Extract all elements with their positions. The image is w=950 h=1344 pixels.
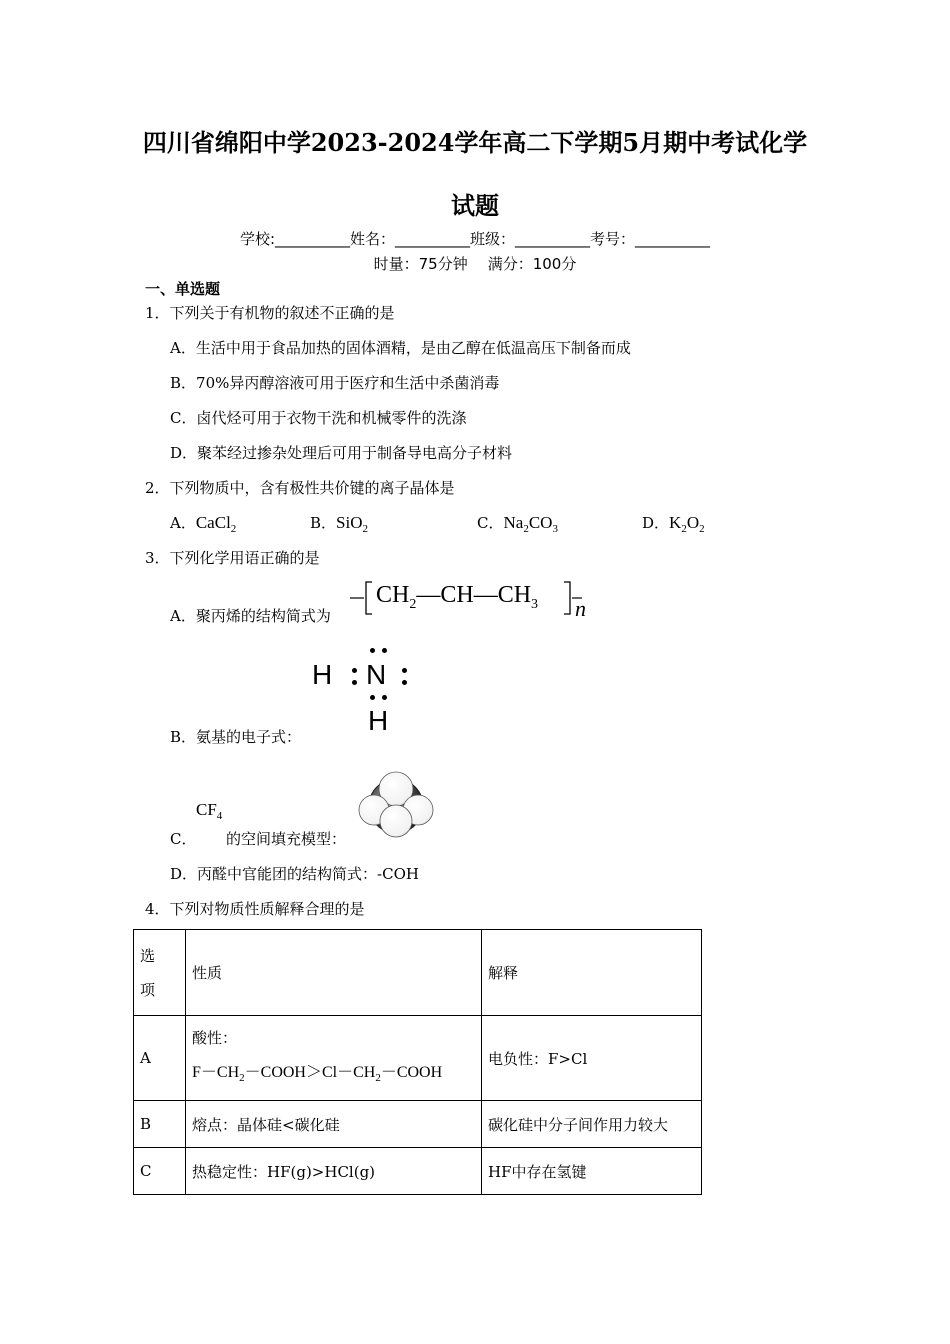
cf4-space-filling-model — [355, 770, 437, 838]
header-explanation-cell: 解释 — [482, 930, 702, 1016]
row-c-property: 热稳定性：HF(g)>HCl(g) — [186, 1148, 482, 1195]
q3-stem: 3．下列化学用语正确的是 — [145, 549, 320, 567]
q2-formula-a: CaCl$_2$ — [195, 513, 237, 535]
q2-letter-b: B． — [310, 514, 337, 532]
q2-option-b — [310, 512, 368, 535]
table-row — [134, 1016, 702, 1101]
amino-lewis-structure — [312, 643, 422, 743]
q3-option-c-text: 的空间填充模型： — [226, 830, 347, 848]
q3-option-b-text: B．氨基的电子式： — [170, 728, 302, 746]
polymer-repeat-unit: $CH_2—CH—CH_3$ — [376, 582, 539, 612]
id-field: 考号：__________ — [590, 230, 711, 248]
row-a-property: 酸性： $F-CH_2-COOH>Cl-CH_2-COOH$ — [186, 1016, 482, 1101]
q2-option-c — [477, 512, 558, 535]
q2-stem: 2．下列物质中，含有极性共价键的离子晶体是 — [145, 479, 455, 497]
q2-formula-d: $K_2O_2$ — [669, 513, 705, 535]
q3-option-d: D．丙醛中官能团的结构简式：-COH — [170, 865, 419, 883]
q1-stem: 1．下列关于有机物的叙述不正确的是 — [145, 304, 395, 322]
q1-option-b: B．70%异丙醇溶液可用于医疗和生活中杀菌消毒 — [170, 374, 500, 392]
table-row — [134, 1101, 702, 1148]
table-header-row — [134, 930, 702, 1016]
page-title-line1: 四川省绵阳中学2023-2024学年高二下学期5月期中考试化学 — [142, 128, 808, 157]
cf4-formula: $CF_4$ — [196, 800, 223, 822]
electron-dot — [382, 648, 387, 653]
acidity-formula: $F-CH_2-COOH>Cl-CH_2-COOH$ — [192, 1064, 443, 1084]
row-c-explanation: HF中存在氢键 — [482, 1148, 702, 1195]
row-b-option: B — [134, 1101, 186, 1148]
row-a-option: A — [134, 1016, 186, 1101]
row-a-explanation: 电负性：F>Cl — [482, 1016, 702, 1101]
row-b-property: 熔点：晶体硅<碳化硅 — [186, 1101, 482, 1148]
q2-option-d — [642, 512, 705, 535]
q2-letter-d: D． — [642, 514, 670, 532]
page-title-line2: 试题 — [451, 191, 499, 220]
electron-dot — [352, 680, 357, 685]
name-field: 姓名：__________ — [350, 230, 471, 248]
electron-dot — [402, 680, 407, 685]
header-property-cell: 性质 — [186, 930, 482, 1016]
lewis-h-bottom: H — [368, 705, 389, 736]
q3-option-c-letter: C． — [170, 830, 197, 848]
electron-dot — [402, 668, 407, 673]
student-info-line — [0, 228, 950, 249]
lewis-h-left: H — [312, 659, 333, 690]
row-c-option: C — [134, 1148, 186, 1195]
q2-formula-c: $Na_2CO_3$ — [503, 513, 558, 535]
electron-dot — [352, 668, 357, 673]
row-b-explanation: 碳化硅中分子间作用力较大 — [482, 1101, 702, 1148]
section-title: 一、单选题 — [145, 280, 221, 298]
electron-dot — [382, 695, 387, 700]
q2-formula-b: SiO$_2$ — [336, 513, 368, 535]
polypropylene-formula — [350, 578, 595, 622]
q1-option-c: C．卤代烃可用于衣物干洗和机械零件的洗涤 — [170, 409, 467, 427]
exam-info-line — [0, 253, 950, 274]
class-field: 班级：__________ — [470, 230, 591, 248]
q2-letter-c: C． — [477, 514, 504, 532]
q3-option-a-text: A．聚丙烯的结构简式为 — [170, 607, 331, 625]
school-field: 学校:__________ — [239, 230, 350, 248]
q1-option-a: A．生活中用于食品加热的固体酒精，是由乙醇在低温高压下制备而成 — [170, 339, 631, 357]
q4-stem: 4．下列对物质性质解释合理的是 — [145, 900, 365, 918]
q1-option-d: D．聚苯经过掺杂处理后可用于制备导电高分子材料 — [170, 444, 513, 462]
q2-option-a — [170, 512, 236, 535]
lewis-n: N — [366, 659, 387, 690]
time-info: 时量：75分钟 — [373, 255, 468, 273]
score-info: 满分：100分 — [487, 255, 577, 273]
electron-dot — [370, 695, 375, 700]
electron-dot — [370, 648, 375, 653]
polymer-degree-n: n — [575, 596, 586, 621]
q4-table — [133, 929, 702, 1195]
header-option-cell: 选 项 — [134, 930, 186, 1016]
q2-letter-a: A． — [170, 514, 196, 532]
table-row — [134, 1148, 702, 1195]
